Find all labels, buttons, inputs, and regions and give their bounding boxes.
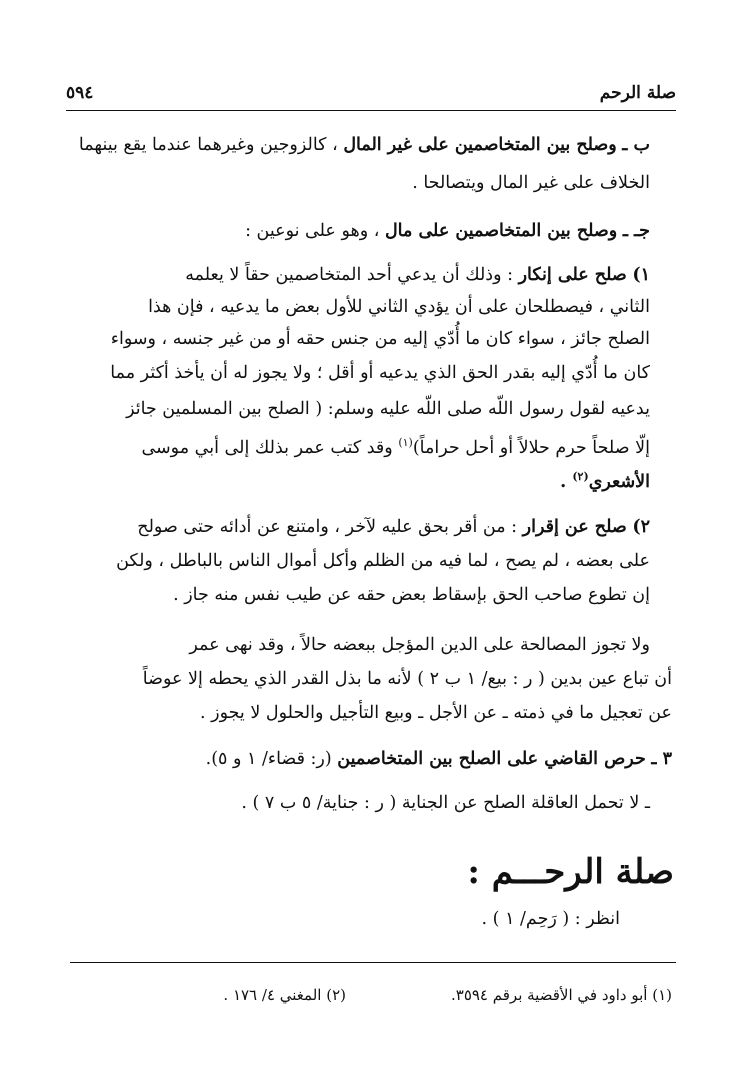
section-j-label: جـ ـ: [622, 221, 650, 241]
section-j-line: [245, 216, 650, 246]
section-j-text: ، وهو على نوعين :: [245, 221, 380, 241]
entry-title: صلة الرحـــم :: [467, 852, 674, 892]
iqrar-line-1: [137, 512, 650, 542]
page-number: ٥٩٤: [66, 83, 94, 103]
footnote-divider: [70, 962, 676, 963]
inkar-line-1: [185, 260, 650, 290]
section-b-line-1: [79, 130, 650, 160]
section-b-text: ، كالزوجين وغيرهما عندما يقع بينهما: [78, 135, 338, 155]
section-3-num: ٣ ـ: [651, 749, 672, 769]
iqrar-text-1: : من أقر بحق عليه لآخر ، وامتنع عن أدائه حتى صولح: [137, 517, 518, 537]
inkar-line-7: [560, 462, 650, 497]
iqrar-heading: صلح عن إقرار: [522, 517, 627, 537]
inkar-end: .: [560, 471, 567, 492]
footnote-2: (٢) المغني ٤/ ١٧٦ .: [223, 986, 346, 1004]
inkar-ashari: الأشعري: [588, 471, 650, 492]
running-header: [66, 83, 676, 109]
inkar-line-4: كان ما أُدّي إليه بقدر الحق الذي يدعيه أو أقل ؛ ولا يجوز له أن يأخذ أكثر مما: [110, 363, 650, 383]
iqrar-num: ٢): [632, 517, 650, 537]
inkar-num: ١): [632, 265, 650, 285]
entry-cross-reference: انظر : ( رَحِم/ ١ ) .: [481, 909, 620, 929]
section-3-ref: (ر: قضاء/ ١ و ٥).: [205, 749, 332, 769]
section-b-heading: وصلح بين المتخاصمين على غير المال: [343, 135, 617, 155]
inkar-line-2: الثاني ، فيصطلحان على أن يؤدي الثاني للأول بعض ما يدعيه ، فإن هذا: [148, 297, 650, 317]
inkar-text-1: : وذلك أن يدعي أحد المتخاصمين حقاً لا يعلمه: [185, 265, 514, 285]
inkar-line-5: يدعيه لقول رسول اللّه صلى اللّه عليه وسلم: ( الصلح بين المسلمين جائز: [126, 399, 650, 419]
section-3-heading: حرص القاضي على الصلح بين المتخاصمين: [337, 749, 646, 769]
inkar-text-6: وقد كتب عمر بذلك إلى أبي موسى: [141, 437, 393, 458]
header-divider: [66, 110, 676, 111]
inkar-line-3: الصلح جائز ، سواء كان ما أُدّي إليه من جنس حقه أو من غير جنسه ، وسواء: [110, 329, 650, 349]
footnote-ref-1: (١): [398, 436, 413, 449]
section-j-heading: وصلح بين المتخاصمين على مال: [384, 221, 618, 241]
inkar-line-6: [141, 428, 650, 463]
iqrar-line-2: على بعضه ، لم يصح ، لما فيه من الظلم وأكل أموال الناس بالباطل ، ولكن: [116, 551, 650, 571]
inkar-heading: صلح على إنكار: [518, 265, 627, 285]
section-3-line: [206, 744, 672, 774]
dayn-line-3: عن تعجيل ما في ذمته ـ عن الأجل ـ وبيع التأجيل والحلول لا يجوز .: [200, 703, 672, 723]
footnote-ref-2: (٢): [572, 470, 589, 483]
section-b-line-2: الخلاف على غير المال ويتصالحا .: [412, 173, 650, 193]
header-title: صلة الرحم: [599, 83, 676, 103]
footnote-1: (١) أبو داود في الأقضية برقم ٣٥٩٤.: [450, 986, 672, 1004]
aqila-line: ـ لا تحمل العاقلة الصلح عن الجناية ( ر : جناية/ ٥ ب ٧ ) .: [241, 793, 650, 813]
dayn-line-1: ولا تجوز المصالحة على الدين المؤجل ببعضه حالاً ، وقد نهى عمر: [189, 635, 650, 655]
section-b-label: ب ـ: [622, 135, 650, 155]
iqrar-line-3: إن تطوع صاحب الحق بإسقاط بعض حقه عن طيب نفس منه جاز .: [173, 585, 650, 605]
dayn-line-2: أن تباع عين بدين ( ر : بيع/ ١ ب ٢ ) لأنه ما بذل القدر الذي يحطه إلا عوضاً: [142, 669, 672, 689]
hadith-quote: إلّا صلحاً حرم حلالاً أو أحل حراماً): [412, 437, 650, 458]
